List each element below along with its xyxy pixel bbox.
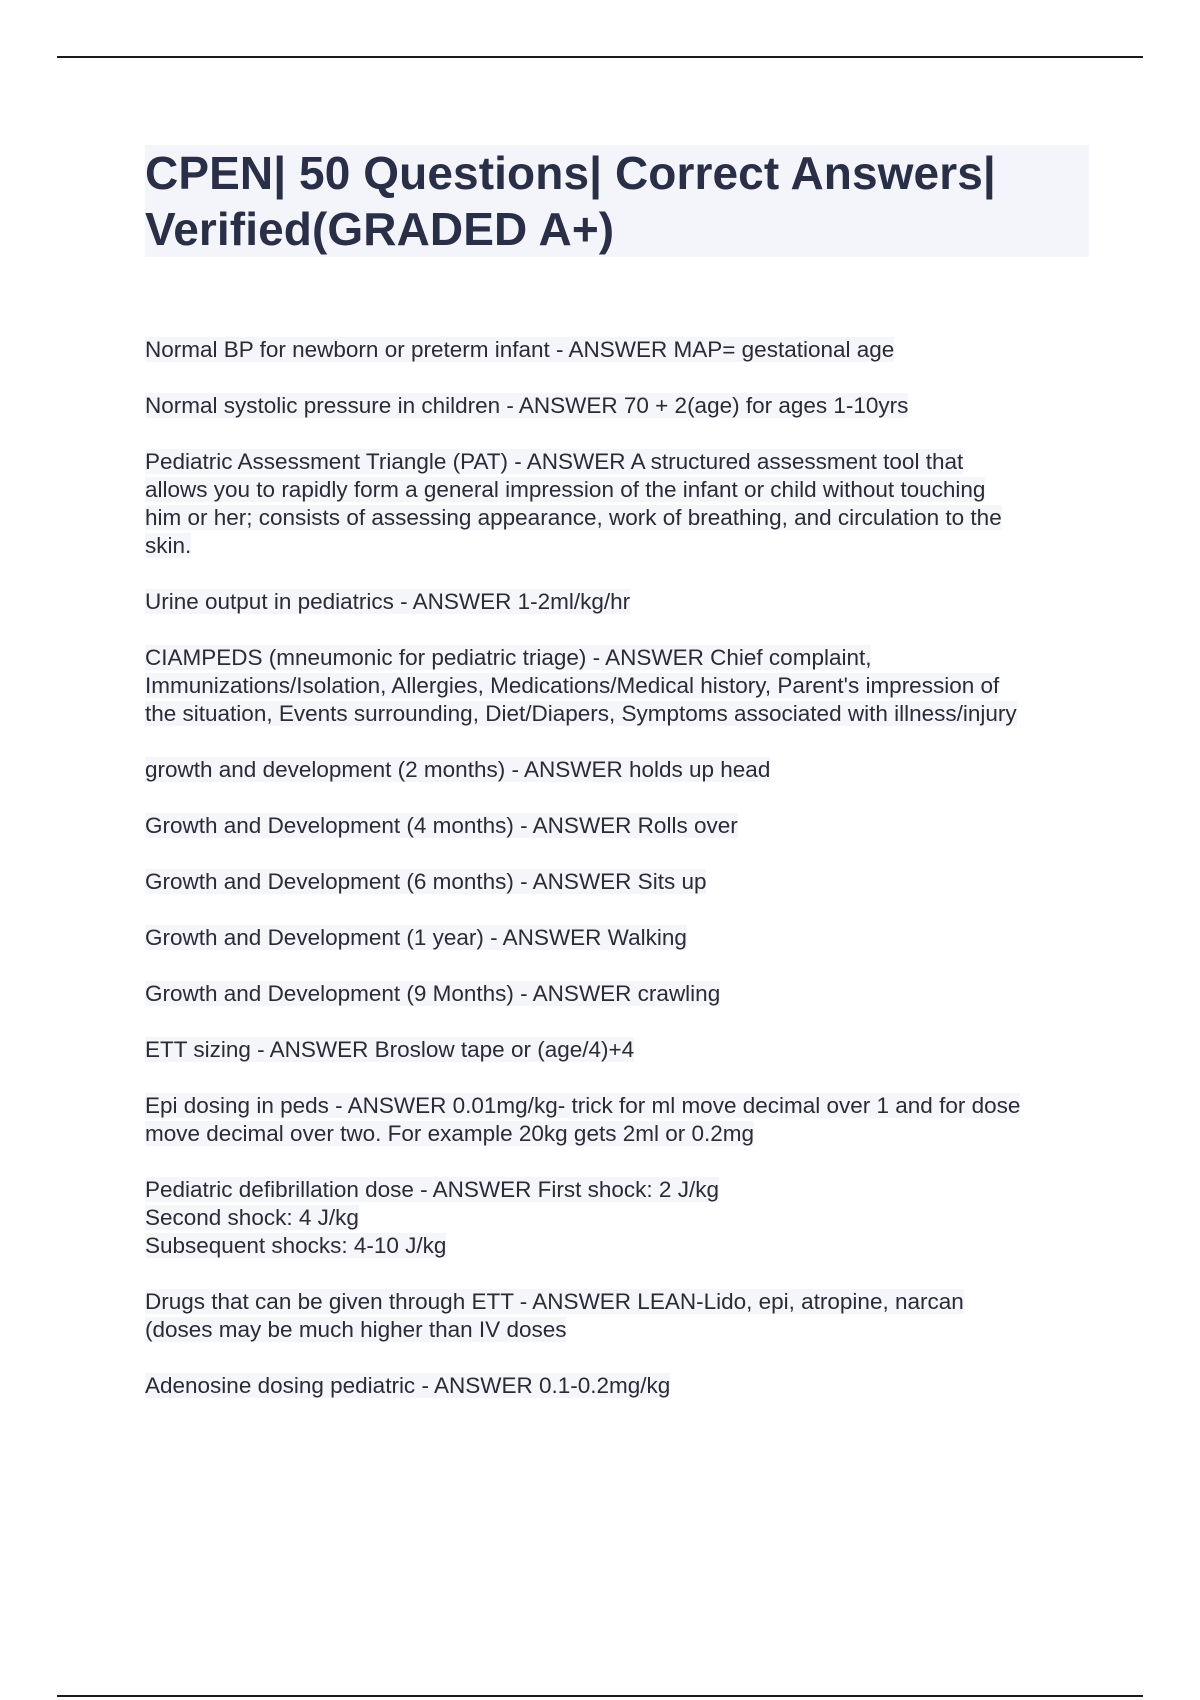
qa-text: CIAMPEDS (mneumonic for pediatric triage) - ANSWER Chief complaint, Immunizations/Isolation, Allergies, Medications/Medical history, Parent's impression of the situation, Events surrounding, Diet/Diapers, Symptoms associated with illness/injury [145, 645, 1017, 726]
document-title: CPEN| 50 Questions| Correct Answers| Verified(GRADED A+) [145, 147, 996, 255]
top-rule [57, 56, 1143, 58]
qa-text: Epi dosing in peds - ANSWER 0.01mg/kg- trick for ml move decimal over 1 and for dose move decimal over two. For example 20kg gets 2ml or 0.2mg [145, 1093, 1021, 1146]
qa-text: ETT sizing - ANSWER Broslow tape or (age/4)+4 [145, 1037, 635, 1062]
qa-item [145, 392, 1095, 420]
qa-item [145, 868, 1095, 896]
qa-item [145, 980, 1095, 1008]
qa-text: Growth and Development (4 months) - ANSWER Rolls over [145, 813, 738, 838]
qa-text: Growth and Development (1 year) - ANSWER Walking [145, 925, 687, 950]
qa-item [145, 812, 1095, 840]
qa-text: Pediatric Assessment Triangle (PAT) - ANSWER A structured assessment tool that allows you to rapidly form a general impression of the infant or child without touching him or her; consists of assessing appearance, work of breathing, and circulation to the skin. [145, 449, 1002, 558]
title-block [145, 145, 1089, 257]
qa-item [145, 1288, 1095, 1344]
qa-item [145, 924, 1095, 952]
qa-item [145, 1092, 1095, 1148]
qa-item [145, 448, 1095, 560]
qa-text: Urine output in pediatrics - ANSWER 1-2ml/kg/hr [145, 589, 631, 614]
qa-text: Normal systolic pressure in children - ANSWER 70 + 2(age) for ages 1-10yrs [145, 393, 909, 418]
qa-item [145, 1176, 1095, 1260]
qa-text: Adenosine dosing pediatric - ANSWER 0.1-0.2mg/kg [145, 1373, 671, 1398]
bottom-rule [57, 1695, 1143, 1697]
qa-item [145, 336, 1095, 364]
qa-text: Normal BP for newborn or preterm infant - ANSWER MAP= gestational age [145, 337, 895, 362]
qa-text: Drugs that can be given through ETT - ANSWER LEAN-Lido, epi, atropine, narcan (doses may be much higher than IV doses [145, 1289, 964, 1342]
qa-text: Pediatric defibrillation dose - ANSWER First shock: 2 J/kg Second shock: 4 J/kg Subsequent shocks: 4-10 J/kg [145, 1177, 719, 1258]
qa-item [145, 1036, 1095, 1064]
qa-item [145, 588, 1095, 616]
qa-list [145, 336, 1095, 1428]
qa-item [145, 756, 1095, 784]
qa-text: Growth and Development (9 Months) - ANSWER crawling [145, 981, 721, 1006]
qa-item [145, 1372, 1095, 1400]
qa-text: Growth and Development (6 months) - ANSWER Sits up [145, 869, 707, 894]
qa-item [145, 644, 1095, 728]
qa-text: growth and development (2 months) - ANSWER holds up head [145, 757, 771, 782]
